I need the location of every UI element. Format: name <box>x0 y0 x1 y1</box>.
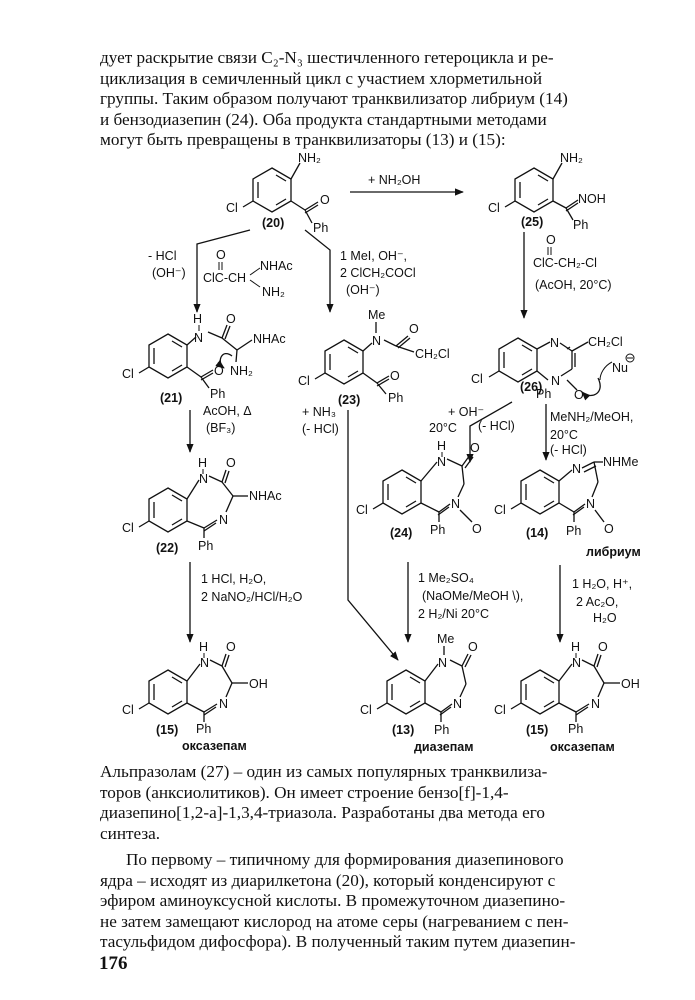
label-25: (25) <box>521 215 544 229</box>
reagent-h2o-h: 1 H₂O, H⁺, <box>572 577 633 591</box>
atom-cl: Cl <box>298 374 310 388</box>
atom-n: N <box>572 656 582 670</box>
compound-15-left <box>139 654 248 722</box>
atom-o: O <box>574 388 584 402</box>
text-line: торов (анксиолитиков). Он имеет строение бензо[f]-1,4- <box>100 782 509 802</box>
reagent-nh2oh: + NH₂OH <box>368 173 421 187</box>
atom-nh2: NH₂ <box>262 285 285 299</box>
atom-n: N <box>591 697 601 711</box>
label-15-left: (15) <box>156 723 179 737</box>
atom-oh: OH <box>249 677 268 691</box>
atom-o: O <box>226 456 236 470</box>
atom-ph: Ph <box>536 387 552 401</box>
compound-25 <box>505 163 578 220</box>
atom-o: O <box>320 193 330 207</box>
atom-n: N <box>451 497 461 511</box>
atom-ch2cl: CH₂Cl <box>415 347 450 361</box>
name-oxazepam-left: оксазепам <box>182 739 247 753</box>
atom-ph: Ph <box>196 722 212 736</box>
atom-o: O <box>226 312 236 326</box>
atom-n: N <box>437 455 447 469</box>
paragraph-method-one <box>100 850 592 953</box>
name-diazepam: диазепам <box>414 740 474 754</box>
atom-ch2cl: CH₂Cl <box>588 335 623 349</box>
atom-ph: Ph <box>568 722 584 736</box>
atom-o: O <box>468 640 478 654</box>
atom-ph: Ph <box>198 539 214 553</box>
atom-o: O <box>604 522 614 536</box>
text-line: синтеза. <box>100 823 161 843</box>
reagent-nh3: + NH₃ <box>302 405 336 419</box>
reagent-oh: (OH⁻) <box>346 283 380 297</box>
reagent-bf3: (BF₃) <box>206 421 236 435</box>
atom-nhac: NHAc <box>253 332 286 346</box>
reagent-mei: 1 MeI, OH⁻, <box>340 249 408 263</box>
atom-o: O <box>409 322 419 336</box>
atom-nhac: NHAc <box>249 489 282 503</box>
atom-ph: Ph <box>573 218 589 232</box>
atom-o: O <box>546 233 556 247</box>
atom-nh2: NH₂ <box>298 151 321 165</box>
reagent-naome: (NaOMe/MeOH \), <box>422 589 524 603</box>
atom-cl: Cl <box>356 503 368 517</box>
label-14: (14) <box>526 526 549 540</box>
atom-ph: Ph <box>210 387 226 401</box>
atom-nhac: NHAc <box>260 259 293 273</box>
reagent-h2o: H₂O <box>593 611 617 625</box>
atom-cl: Cl <box>494 503 506 517</box>
atom-h: H <box>199 640 209 654</box>
atom-nu: Nu <box>612 361 628 375</box>
atom-o: O <box>470 441 480 455</box>
atom-n: N <box>219 513 229 527</box>
reagent-oh: (OH⁻) <box>152 266 186 280</box>
atom-ph: Ph <box>313 221 329 235</box>
atom-h: H <box>437 439 447 453</box>
atom-cl: Cl <box>471 372 483 386</box>
reagent-20c: 20°C <box>429 421 457 435</box>
text-line: не затем замещают кислород на атоме серы (нагреванием с пен- <box>100 911 569 931</box>
compound-22 <box>139 470 248 538</box>
compound-14 <box>511 462 604 522</box>
reagent-ac2o: 2 Ac₂O, <box>576 595 619 609</box>
atom-h: H <box>193 312 203 326</box>
atom-cl: Cl <box>122 521 134 535</box>
reagent-acylamino: ClC-CH <box>203 271 247 285</box>
label-20: (20) <box>262 216 285 230</box>
atom-o: O <box>214 364 224 378</box>
reagent-hcl: (- HCl) <box>550 443 587 457</box>
atom-noh: NOH <box>578 192 606 206</box>
label-21: (21) <box>160 391 183 405</box>
atom-n: N <box>194 331 204 345</box>
atom-n: N <box>572 462 582 476</box>
atom-n: N <box>219 697 229 711</box>
atom-o: O <box>226 640 236 654</box>
reagent-hcl: (- HCl) <box>302 422 339 436</box>
text-line: циклизация в семичленный цикл с участием хлорметильной <box>100 68 543 88</box>
reagent-oh: + OH⁻ <box>448 405 485 419</box>
reagent-nano2: 2 NaNO₂/HCl/H₂O <box>201 590 303 604</box>
atom-n: N <box>550 336 560 350</box>
text-line: могут быть превращены в транквилизаторы (13) и (15): <box>100 130 506 150</box>
name-oxazepam-right: оксазепам <box>550 740 615 754</box>
label-24: (24) <box>390 526 413 540</box>
page-number: 176 <box>99 953 128 974</box>
label-23: (23) <box>338 393 361 407</box>
name-librium: либриум <box>586 545 641 559</box>
label-13: (13) <box>392 723 415 737</box>
label-22: (22) <box>156 541 179 555</box>
reagent-acoh: (AcOH, 20°C) <box>535 278 612 292</box>
label-15-right: (15) <box>526 723 549 737</box>
reagent-clch2cocl: 2 ClCH₂COCl <box>340 266 416 280</box>
atom-o: O <box>472 522 482 536</box>
atom-ph: Ph <box>434 723 450 737</box>
atom-h: H <box>571 640 581 654</box>
atom-oh: OH <box>621 677 640 691</box>
reagent-acoh: AcOH, Δ <box>203 404 252 418</box>
atom-cl: Cl <box>226 201 238 215</box>
atom-n: N <box>199 472 209 486</box>
reagent-hcl: (- HCl) <box>478 419 515 433</box>
atom-nh2: NH₂ <box>560 151 583 165</box>
atom-me: Me <box>437 632 455 646</box>
atom-n: N <box>372 334 382 348</box>
atom-cl: Cl <box>122 703 134 717</box>
atom-n: N <box>438 656 448 670</box>
reagent-me2so4: 1 Me₂SO₄ <box>418 571 474 585</box>
text-line: диазепино[1,2-a]-1,3,4-триазола. Разработаны два метода его <box>100 803 545 823</box>
atom-n: N <box>586 497 596 511</box>
atom-cl: Cl <box>488 201 500 215</box>
atom-n: N <box>551 374 561 388</box>
reagent-hcl: - HCl <box>148 249 177 263</box>
text-line: группы. Таким образом получают транквилизатор либриум (14) <box>100 89 568 109</box>
reagent-h2ni: 2 H₂/Ni 20°C <box>418 607 489 621</box>
paragraph-alprazolam <box>100 762 592 844</box>
compound-23 <box>315 322 414 394</box>
atom-me: Me <box>368 308 386 322</box>
reagent-20c: 20°C <box>550 428 578 442</box>
arrow-20-23 <box>305 230 330 312</box>
atom-n: N <box>453 697 463 711</box>
atom-cl: Cl <box>360 703 372 717</box>
compound-20 <box>243 163 318 223</box>
reagent-chloroacetyl: ClC-CH₂-Cl <box>533 256 597 270</box>
atom-h: H <box>198 456 208 470</box>
atom-nh2: NH₂ <box>230 364 253 378</box>
text-line: Альпразолам (27) – один из самых популярных транквилиза- <box>100 762 548 781</box>
compound-24 <box>373 455 473 522</box>
atom-ph: Ph <box>430 523 446 537</box>
text-line: и бензодиазепин (24). Оба продукта стандартными методами <box>100 109 547 129</box>
text-line: тасульфидом дифосфора). В полученный таким путем диазепин- <box>100 932 576 952</box>
atom-ph: Ph <box>566 524 582 538</box>
text-line: По первому – типичному для формирования диазепинового <box>126 850 564 869</box>
reagent-hcl-h2o: 1 HCl, H₂O, <box>201 572 267 586</box>
text-line: дует раскрытие связи C₂-N₃ шестичленного гетероцикла и ре- <box>100 48 554 67</box>
atom-o: O <box>390 369 400 383</box>
atom-cl: Cl <box>122 367 134 381</box>
atom-n: N <box>200 656 210 670</box>
reagent-menh2: MeNH₂/MeOH, <box>550 410 634 424</box>
atom-nhme: NHMe <box>603 455 639 469</box>
label-26: (26) <box>520 380 543 394</box>
atom-o: O <box>598 640 608 654</box>
text-line: эфиром аминоуксусной кислоты. В промежуточном диазепино- <box>100 891 566 911</box>
atom-ph: Ph <box>388 391 404 405</box>
atom-cl: Cl <box>494 703 506 717</box>
atom-o: O <box>216 248 226 262</box>
text-line: ядра – исходят из диарилкетона (20), который конденсируют с <box>100 870 556 890</box>
compound-15-right <box>511 654 620 722</box>
